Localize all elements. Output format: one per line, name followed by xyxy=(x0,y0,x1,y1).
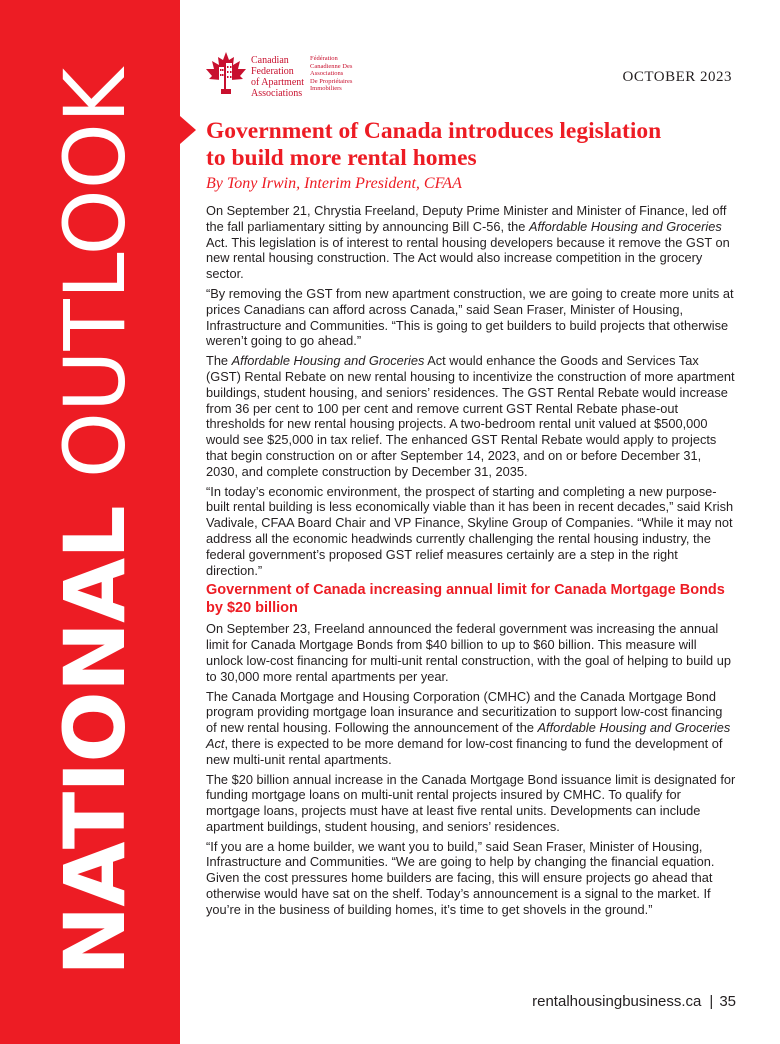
section-title-bold: NATIONAL xyxy=(46,506,144,976)
paragraph: The Canada Mortgage and Housing Corporation (CMHC) and the Canada Mortgage Bond program providing mortgage loan insurance and securitization to support low-cost financing of new rental housing. Following the announcement of the Affordable Housing and Groceries Act, there is expected to be more demand for low-cost financing to fund the development of new multi-unit rental apartments. xyxy=(206,688,731,767)
paragraph: “By removing the GST from new apartment construction, we are going to create more units at prices Canadians can afford across Canada,” said Sean Fraser, Minister of Housing, Infrastructure and Communities. “This is going to get builders to build projects that otherwise weren’t going to go ahead.” xyxy=(206,285,734,349)
article xyxy=(206,118,736,922)
paragraph: The Affordable Housing and Groceries Act would enhance the Goods and Services Tax (GST) Rental Rebate on new rental housing to incentivize the construction of more apartment buildings, student housing, and seniors’ residences. The GST Rental Rebate would increase from 36 per cent to 100 per cent and remove current GST Rental Rebate phase-out thresholds for new rental housing projects. A two-bedroom rental unit valued at $500,000 would see $25,000 in tax relief. The enhanced GST Rental Rebate would apply to projects that begin construction on or after September 14, 2023, and on or before December 31, 2030, and complete construction by December 31, 2035. xyxy=(206,353,735,479)
section-subheading: Government of Canada increasing annual limit for Canada Mortgage Bonds by $20 billion xyxy=(206,582,725,616)
maple-leaf-buildings-icon xyxy=(204,50,248,96)
cfaa-logo xyxy=(204,50,374,100)
section-title-light: OUTLOOK xyxy=(46,68,144,479)
section-title xyxy=(46,68,144,976)
issue-date: OCTOBER 2023 xyxy=(622,69,732,85)
page-number: 35 xyxy=(719,993,736,1010)
paragraph: “In today’s economic environment, the prospect of starting and completing a new purpose-built rental building is less economically viable than it has been in recent decades,” said Krish Vadivale, CFAA Board Chair and VP Finance, Skyline Group of Companies. “While it may not address all the economic headwinds currently challenging the rental housing industry, the federal government’s proposed GST relief measures certainly are a step in the right direction.” xyxy=(206,483,734,578)
article-headline: Government of Canada introduces legislation to build more rental homes xyxy=(206,118,662,171)
article-byline: By Tony Irwin, Interim President, CFAA xyxy=(206,175,462,192)
paragraph: The $20 billion annual increase in the Canada Mortgage Bond issuance limit is designated for funding mortgage loans on multi-unit rental projects insured by CMHC. To qualify for mortgage loans, projects must have at least five rental units. Developments can include apartment buildings, student housing, and seniors’ residences. xyxy=(206,771,736,834)
footer-separator: | xyxy=(709,993,714,1010)
sidebar-banner xyxy=(0,0,180,1044)
logo-text-french: Fédération Canadienne Des Associations De Propriétaires Immobiliers xyxy=(310,55,353,92)
page-footer xyxy=(532,993,736,1010)
paragraph: On September 23, Freeland announced the federal government was increasing the annual limit for Canada Mortgage Bonds from $40 billion to up to $60 billion. This measure will unlock low-cost financing for multi-unit rental construction, with the goal of helping to build up to 30,000 more rental apartments per year. xyxy=(206,621,731,684)
paragraph: “If you are a home builder, we want you to build,” said Sean Fraser, Minister of Housing, Infrastructure and Communities. “We are going to help by changing the financial equation. Given the cost pressures home builders are facing, this will ensure projects go ahead that otherwise would have sat on the shelf. Today’s announcement is a signal to the market. If you’re in the business of building homes, it’s time to get shovels in the ground.” xyxy=(206,838,715,917)
footer-website: rentalhousingbusiness.ca xyxy=(532,993,702,1010)
logo-text-english: Canadian Federation of Apartment Associations xyxy=(251,55,305,99)
paragraph: On September 21, Chrystia Freeland, Deputy Prime Minister and Minister of Finance, led off the fall parliamentary sitting by announcing Bill C-56, the Affordable Housing and Groceries Act. This legislation is of interest to rental housing developers because it remove the GST on new rental housing construction. The Act would also increase competition in the grocery sector. xyxy=(206,203,730,282)
headline-pointer xyxy=(180,116,196,144)
